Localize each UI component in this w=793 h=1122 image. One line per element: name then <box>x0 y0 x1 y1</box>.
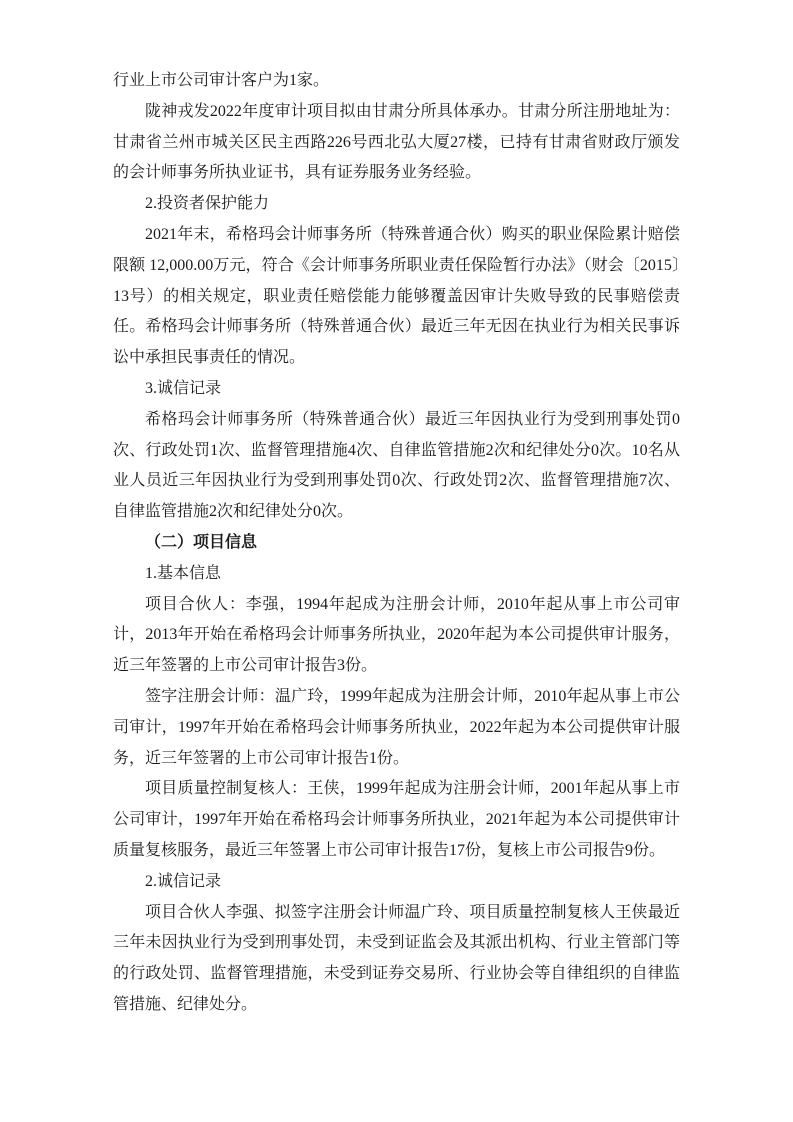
body-paragraph: 2021年末，希格玛会计师事务所（特殊普通合伙）购买的职业保险累计赔偿限额 12,000.00万元，符合《会计师事务所职业责任保险暂行办法》（财会〔2015〕13号）的相关规定，职业责任赔偿能力能够覆盖因审计失败导致的民事赔偿责任。希格玛会计师事务所（特殊普通合伙）最近三年无因在执业行为相关民事诉讼中承担民事责任的情况。 <box>113 225 680 367</box>
body-paragraph: 项目合伙人李强、拟签字注册会计师温广玲、项目质量控制复核人王侠最近三年未因执业行为受到刑事处罚，未受到证监会及其派出机构、行业主管部门等的行政处罚、监督管理措施，未受到证券交易所、行业协会等自律组织的自律监管措施、纪律处分。 <box>113 903 680 1013</box>
body-paragraph-continuation: 行业上市公司审计客户为1家。 <box>113 72 330 89</box>
subsection-heading-integrity-record-2: 2.诚信记录 <box>145 872 222 890</box>
body-paragraph: 希格玛会计师事务所（特殊普通合伙）最近三年因执业行为受到刑事处罚0次、行政处罚1次、监督管理措施4次、自律监管措施2次和纪律处分0次。10名从业人员近三年因执业行为受到刑事处罚0次、行政处罚2次、监督管理措施7次、自律监管措施2次和纪律处分0次。 <box>113 410 680 521</box>
document-body <box>113 66 680 1021</box>
body-paragraph-project-partner: 项目合伙人：李强，1994年起成为注册会计师，2010年起从事上市公司审计，2013年开始在希格玛会计师事务所执业，2020年起为本公司提供审计服务，近三年签署的上市公司审计报告3份。 <box>113 595 680 675</box>
section-heading-project-info: （二）项目信息 <box>145 533 258 551</box>
subsection-heading-basic-info: 1.基本信息 <box>145 564 222 582</box>
body-paragraph-signing-cpa: 签字注册会计师：温广玲，1999年起成为注册会计师，2010年起从事上市公司审计，1997年开始在希格玛会计师事务所执业，2022年起为本公司提供审计服务，近三年签署的上市公司审计报告1份。 <box>113 687 680 767</box>
body-paragraph: 陇神戎发2022年度审计项目拟由甘肃分所具体承办。甘肃分所注册地址为：甘肃省兰州市城关区民主西路226号西北弘大厦27楼，已持有甘肃省财政厅颁发的会计师事务所执业证书，具有证券服务业务经验。 <box>113 102 680 182</box>
subsection-heading-investor-protection: 2.投资者保护能力 <box>145 195 270 213</box>
body-paragraph-quality-reviewer: 项目质量控制复核人：王侠，1999年起成为注册会计师，2001年起从事上市公司审计，1997年开始在希格玛会计师事务所执业，2021年起为本公司提供审计质量复核服务，最近三年签署上市公司审计报告17份，复核上市公司报告9份。 <box>113 780 680 859</box>
subsection-heading-integrity-record: 3.诚信记录 <box>145 379 222 397</box>
